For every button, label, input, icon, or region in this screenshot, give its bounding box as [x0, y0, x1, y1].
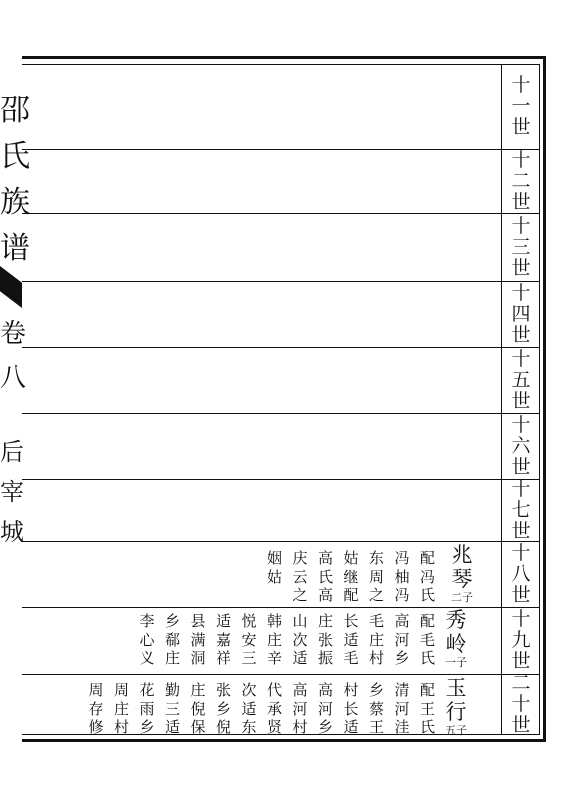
bio-column	[343, 612, 360, 668]
bio-character: 修	[88, 718, 104, 736]
bio-character: 嘉	[215, 630, 231, 649]
bio-character: 王	[368, 718, 384, 736]
book-title	[0, 88, 30, 272]
name-character: 琴	[451, 567, 473, 591]
bio-character: 高	[394, 612, 410, 630]
bio-column	[266, 612, 283, 668]
bio-column	[368, 681, 385, 737]
sons-count: 一子	[445, 656, 467, 669]
bio-column	[394, 612, 411, 668]
bio-character: 庆	[292, 549, 308, 567]
bio-character: 河	[292, 699, 308, 718]
bio-character: 倪	[215, 718, 231, 736]
bio-column	[317, 612, 334, 668]
bio-character: 山	[292, 612, 308, 630]
bio-character: 承	[266, 699, 282, 718]
generation-label	[503, 213, 539, 281]
generation-character: 十	[511, 148, 531, 171]
bio-character: 韩	[266, 612, 282, 630]
generation-character: 世	[511, 116, 531, 138]
bio-character: 氏	[419, 718, 435, 736]
generation-character: 十	[511, 477, 531, 500]
bio-character: 县	[190, 612, 206, 630]
bio-character: 适	[292, 649, 308, 667]
bio-character: 张	[317, 630, 333, 649]
name-character: 岭	[445, 632, 467, 656]
generation-character: 世	[511, 455, 531, 478]
bio-character: 氏	[419, 586, 435, 604]
bio-column	[190, 612, 207, 668]
bio-character: 配	[419, 681, 435, 699]
generation-label	[503, 347, 539, 413]
bio-character: 周	[368, 567, 384, 586]
bio-character: 勤	[164, 681, 180, 699]
bio-character: 安	[241, 630, 257, 649]
generation-label	[503, 281, 539, 347]
branch-character: 城	[0, 518, 24, 546]
bio-character: 庄	[317, 612, 333, 630]
generation-character: 十	[511, 693, 531, 715]
bio-character: 氏	[317, 567, 333, 586]
name-character: 玉	[445, 676, 467, 700]
bio-column	[113, 681, 130, 737]
branch-character: 后	[0, 438, 24, 466]
bio-character: 适	[215, 612, 231, 630]
row-divider	[22, 347, 540, 348]
bio-character: 张	[215, 681, 231, 699]
bio-character: 柚	[394, 567, 410, 586]
bio-character: 之	[292, 586, 308, 604]
person-name-gen20	[444, 676, 468, 737]
bio-character: 冯	[394, 586, 410, 604]
bio-character: 乡	[164, 612, 180, 630]
name-text	[444, 608, 468, 656]
bio-character: 云	[292, 567, 308, 586]
bio-character: 义	[139, 649, 155, 667]
generation-character: 世	[511, 714, 531, 736]
bio-column	[394, 549, 411, 605]
bio-character: 河	[394, 699, 410, 718]
branch-character: 宰	[0, 478, 24, 506]
bio-column	[343, 681, 360, 737]
generation-character: 一	[511, 95, 531, 117]
bio-character: 李	[139, 612, 155, 630]
generation-label	[503, 149, 539, 213]
bio-character: 郗	[164, 630, 180, 649]
bio-character: 代	[266, 681, 282, 699]
bio-character: 庄	[164, 649, 180, 667]
bio-character: 姑	[343, 549, 359, 567]
generation-label	[503, 413, 539, 479]
bio-character: 次	[241, 681, 257, 699]
row-divider	[22, 281, 540, 282]
bio-character: 继	[343, 567, 359, 586]
volume-character: 卷	[0, 319, 27, 349]
bio-character: 贤	[266, 718, 282, 736]
bio-column	[317, 549, 334, 605]
bio-character: 姑	[266, 567, 282, 586]
bio-character: 三	[164, 699, 180, 718]
sons-count: 五子	[445, 724, 467, 737]
title-character: 邵	[0, 93, 30, 128]
name-text	[450, 543, 474, 591]
bio-column	[317, 681, 334, 737]
bio-column	[292, 549, 309, 605]
row-divider	[22, 413, 540, 414]
name-character: 秀	[445, 608, 467, 632]
bio-column	[343, 549, 360, 605]
bio-character: 心	[139, 630, 155, 649]
bio-column	[241, 681, 258, 737]
generation-label	[503, 541, 539, 607]
generation-label	[503, 674, 539, 735]
bio-character: 村	[113, 718, 129, 736]
bio-character: 长	[343, 699, 359, 718]
bio-character: 周	[113, 681, 129, 699]
bio-character: 庄	[368, 630, 384, 649]
generation-character: 世	[511, 583, 531, 606]
generation-character: 十	[511, 214, 531, 237]
generation-character: 五	[511, 368, 531, 391]
generation-character: 世	[511, 190, 531, 213]
bio-character: 河	[317, 699, 333, 718]
bio-column	[164, 612, 181, 668]
bio-character: 配	[419, 612, 435, 630]
bio-character: 适	[164, 718, 180, 736]
bio-column	[292, 681, 309, 737]
bio-column	[139, 612, 156, 668]
generation-character: 十	[511, 541, 531, 564]
generation-character: 十	[511, 74, 531, 96]
name-character: 行	[445, 700, 467, 724]
bio-character: 清	[394, 681, 410, 699]
row-divider	[22, 479, 540, 480]
name-character: 兆	[451, 543, 473, 567]
bio-character: 次	[292, 630, 308, 649]
bio-character: 乡	[215, 699, 231, 718]
bio-character: 乡	[368, 681, 384, 699]
bio-character: 存	[88, 699, 104, 718]
generation-character: 八	[511, 562, 531, 585]
bio-character: 配	[419, 549, 435, 567]
bio-column	[368, 612, 385, 668]
bio-character: 毛	[343, 649, 359, 667]
row-divider	[22, 674, 540, 675]
generation-character: 十	[511, 413, 531, 436]
row-divider	[22, 541, 540, 542]
title-character: 谱	[0, 231, 30, 266]
bio-column	[368, 549, 385, 605]
generation-character: 四	[511, 302, 531, 325]
bio-character: 适	[241, 699, 257, 718]
bio-column	[292, 612, 309, 668]
bio-character: 适	[343, 630, 359, 649]
bio-column	[88, 681, 105, 737]
bio-character: 王	[419, 699, 435, 718]
bio-character: 高	[317, 549, 333, 567]
title-banner-ornament	[0, 266, 22, 308]
bio-character: 东	[241, 718, 257, 736]
bio-character: 满	[190, 630, 206, 649]
bio-character: 乡	[317, 718, 333, 736]
bio-character: 河	[394, 630, 410, 649]
bio-column	[419, 612, 436, 668]
generation-character: 十	[511, 281, 531, 304]
bio-column	[266, 681, 283, 737]
person-name-gen18	[450, 543, 474, 604]
generation-label	[503, 607, 539, 674]
generation-character: 二	[511, 169, 531, 192]
row-divider	[22, 213, 540, 214]
generation-character: 九	[511, 629, 531, 651]
bio-character: 保	[190, 718, 206, 736]
generation-character: 十	[511, 608, 531, 630]
bio-character: 村	[292, 718, 308, 736]
bio-character: 之	[368, 586, 384, 604]
bio-character: 乡	[394, 649, 410, 667]
generation-character: 七	[511, 498, 531, 521]
row-divider	[22, 149, 540, 150]
bio-character: 庄	[113, 699, 129, 718]
volume-character: 八	[0, 363, 27, 393]
bio-character: 花	[139, 681, 155, 699]
bio-character: 洞	[190, 649, 206, 667]
generation-character: 世	[511, 519, 531, 542]
bio-column	[419, 681, 436, 737]
bio-column	[266, 549, 283, 586]
generation-character: 世	[511, 650, 531, 672]
bio-character: 氏	[419, 649, 435, 667]
bio-character: 配	[343, 586, 359, 604]
bio-character: 冯	[394, 549, 410, 567]
generation-character: 世	[511, 256, 531, 279]
bio-character: 庄	[190, 681, 206, 699]
bio-character: 周	[88, 681, 104, 699]
bio-character: 东	[368, 549, 384, 567]
name-text	[444, 676, 468, 724]
bio-character: 毛	[368, 612, 384, 630]
bio-column	[215, 612, 232, 668]
bio-character: 洼	[394, 718, 410, 736]
sons-count: 二子	[451, 591, 473, 604]
bio-character: 毛	[419, 630, 435, 649]
bio-character: 村	[343, 681, 359, 699]
branch-name	[0, 432, 22, 552]
bio-character: 祥	[215, 649, 231, 667]
bio-character: 蔡	[368, 699, 384, 718]
generation-character: 三	[511, 235, 531, 258]
bio-character: 倪	[190, 699, 206, 718]
bio-column	[394, 681, 411, 737]
bio-column	[241, 612, 258, 668]
bio-column	[215, 681, 232, 737]
bio-character: 乡	[139, 718, 155, 736]
bio-column	[139, 681, 156, 737]
person-name-gen19	[444, 608, 468, 669]
title-character: 氏	[0, 139, 30, 174]
generation-character: 世	[511, 323, 531, 346]
bio-character: 悦	[241, 612, 257, 630]
bio-character: 姻	[266, 549, 282, 567]
bio-character: 高	[292, 681, 308, 699]
bio-character: 长	[343, 612, 359, 630]
bio-column	[190, 681, 207, 737]
bio-character: 高	[317, 681, 333, 699]
generation-label	[503, 64, 539, 149]
bio-character: 高	[317, 586, 333, 604]
bio-character: 振	[317, 649, 333, 667]
title-character: 族	[0, 185, 30, 220]
generation-character: 十	[511, 347, 531, 370]
volume-label	[0, 312, 27, 400]
bio-character: 冯	[419, 567, 435, 586]
bio-character: 雨	[139, 699, 155, 718]
bio-character: 村	[368, 649, 384, 667]
generation-character: 世	[511, 389, 531, 412]
bio-character: 三	[241, 649, 257, 667]
bio-character: 适	[343, 718, 359, 736]
bio-character: 辛	[266, 649, 282, 667]
generation-label	[503, 479, 539, 541]
generation-character: 六	[511, 434, 531, 457]
bio-character: 庄	[266, 630, 282, 649]
generation-character: 二	[511, 672, 531, 694]
bio-column	[164, 681, 181, 737]
bio-column	[419, 549, 436, 605]
